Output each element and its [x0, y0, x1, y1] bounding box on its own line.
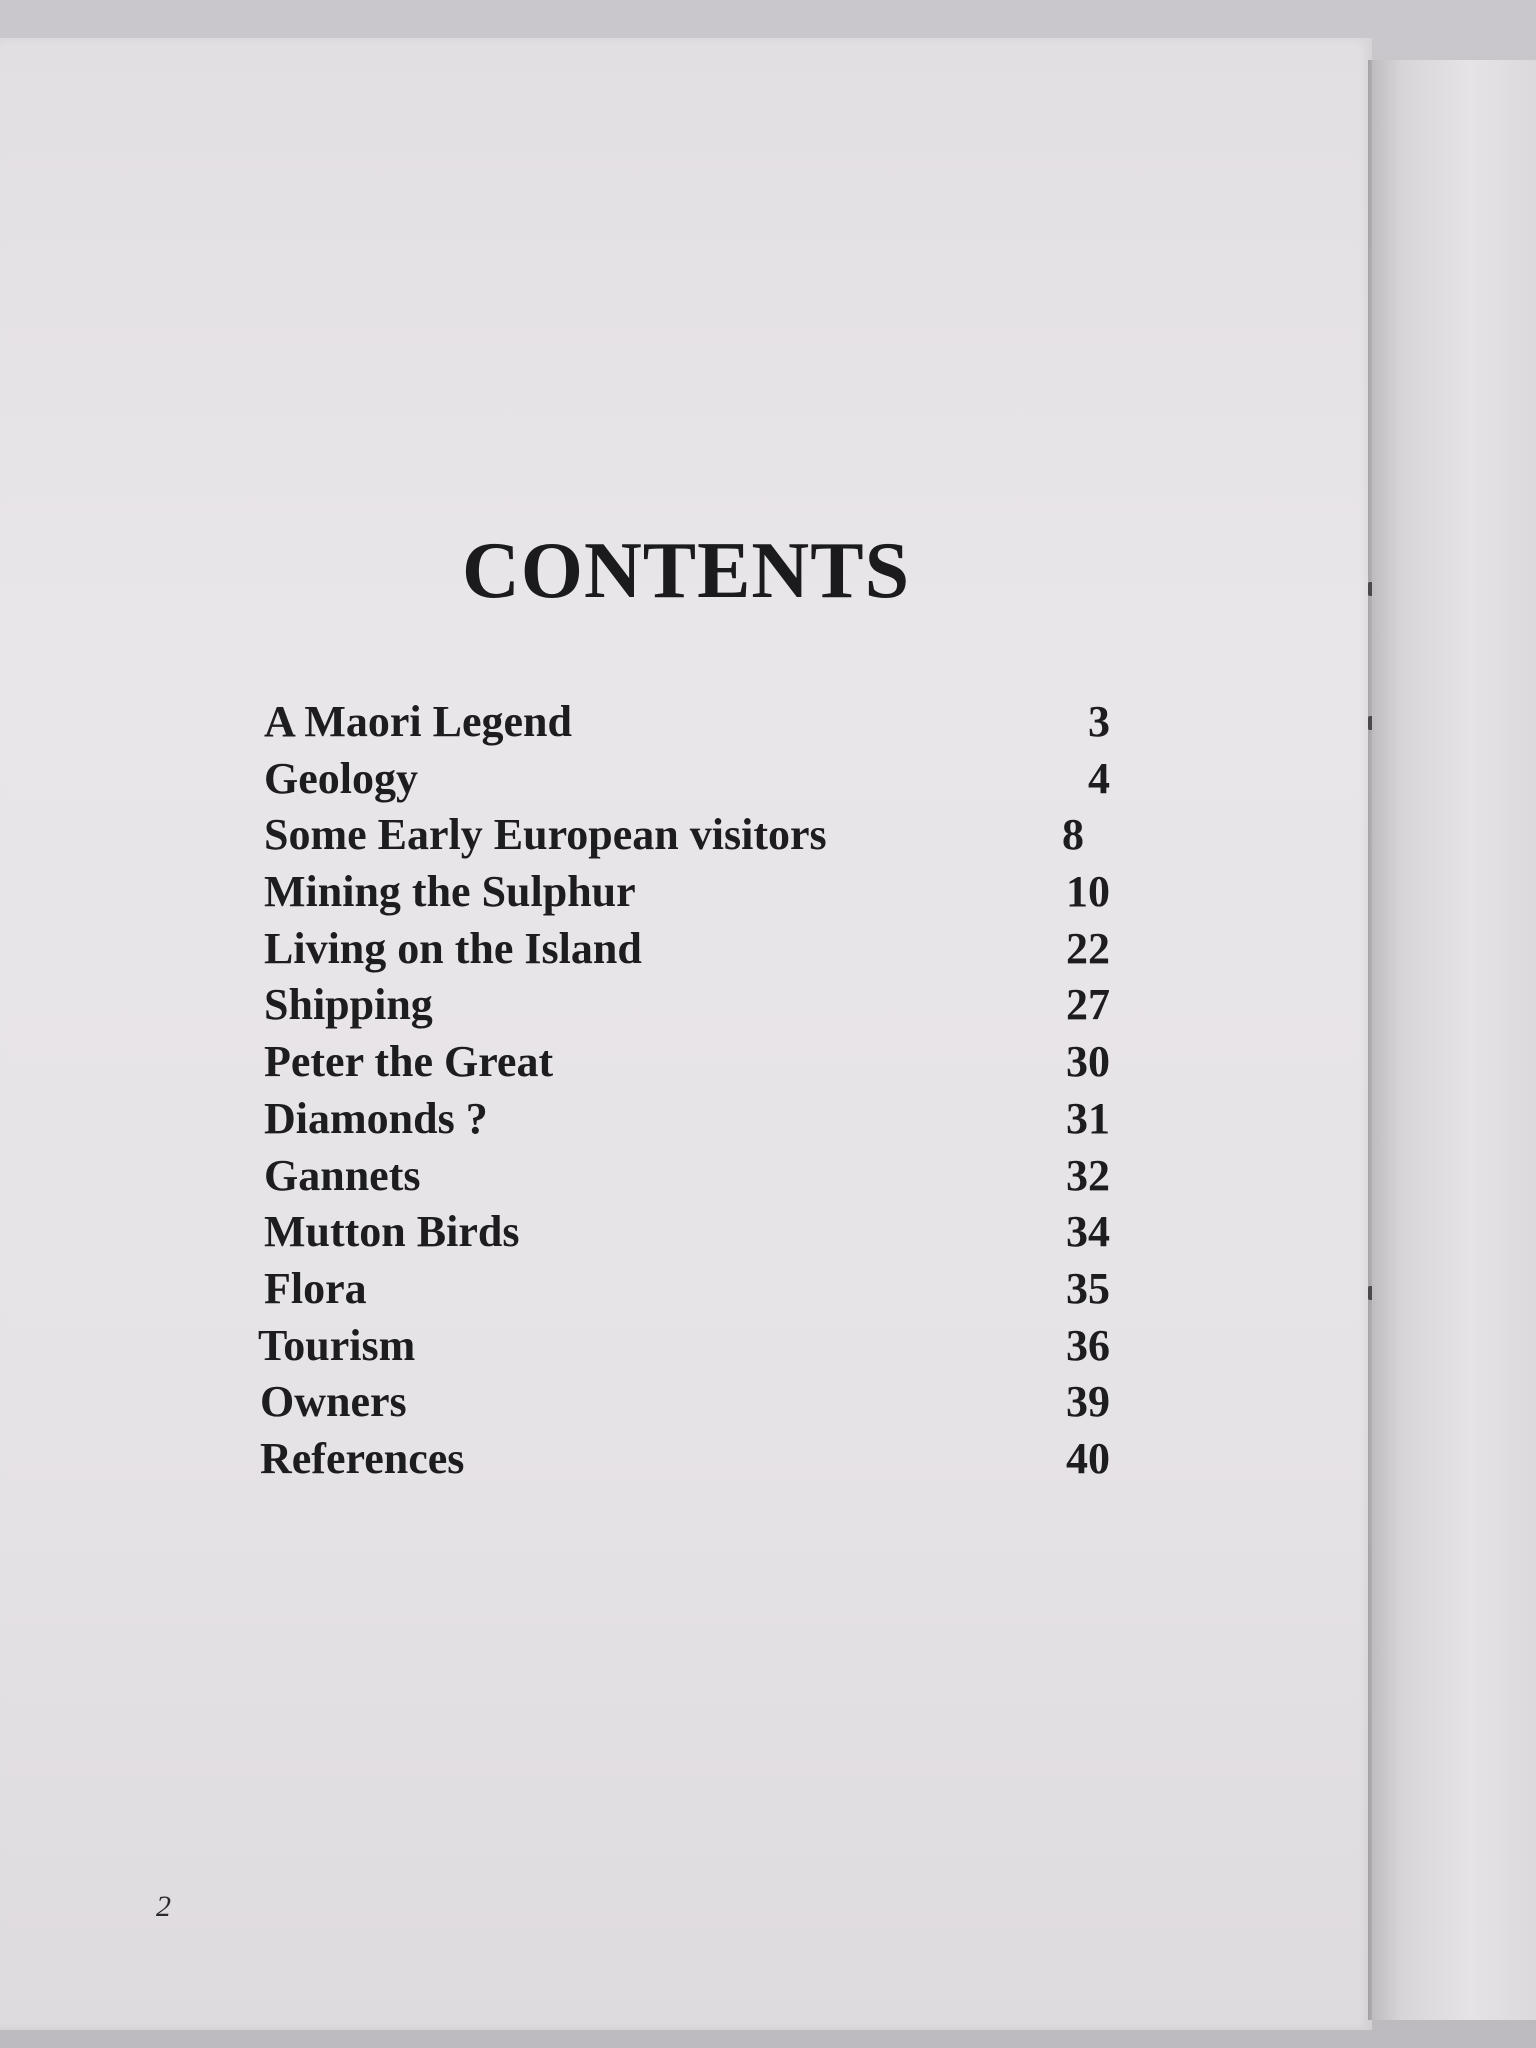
- toc-entry-page: 40: [1066, 1433, 1110, 1483]
- toc-entry-title: Geology: [264, 753, 418, 803]
- toc-entry-page: 27: [1066, 980, 1110, 1030]
- toc-entry-title: Tourism: [258, 1320, 416, 1370]
- toc-entry-title: Shipping: [264, 980, 433, 1030]
- toc-entry-page: 3: [1088, 697, 1110, 746]
- toc-entry-title: References: [260, 1433, 465, 1483]
- toc-entry-page: 34: [1066, 1207, 1110, 1257]
- toc-entry-title: Owners: [260, 1377, 407, 1427]
- toc-entry: [260, 1374, 1124, 1431]
- toc-entry-title: A Maori Legend: [264, 697, 572, 746]
- toc-entry: [260, 1431, 1124, 1488]
- page-number: 2: [156, 1890, 171, 1923]
- toc-entry-title: Flora: [264, 1263, 367, 1313]
- toc-entry-title: Mutton Birds: [264, 1207, 520, 1257]
- toc-entry-page: 4: [1088, 753, 1110, 803]
- table-of-contents: [258, 694, 1124, 1488]
- toc-entry: [264, 1148, 1124, 1205]
- page-title: CONTENTS: [461, 527, 911, 615]
- toc-entry: [264, 1034, 1124, 1091]
- toc-entry-page: 36: [1066, 1320, 1110, 1370]
- toc-entry-page: 8: [1062, 810, 1084, 860]
- toc-entry: [264, 1091, 1124, 1148]
- toc-entry: [264, 1261, 1124, 1318]
- toc-entry-page: 32: [1066, 1150, 1110, 1200]
- toc-entry-title: Diamonds ?: [264, 1093, 488, 1143]
- toc-entry: [264, 751, 1124, 808]
- right-page-edge: [1372, 60, 1536, 2020]
- toc-entry: [264, 977, 1124, 1034]
- toc-entry: [264, 694, 1124, 751]
- toc-entry-page: 35: [1066, 1263, 1110, 1313]
- toc-entry: [264, 807, 1124, 864]
- toc-entry-title: Gannets: [264, 1150, 421, 1200]
- toc-entry-title: Some Early European visitors: [264, 810, 827, 860]
- toc-entry: [264, 864, 1124, 921]
- left-page: [0, 38, 1372, 2030]
- toc-entry-title: Mining the Sulphur: [264, 867, 636, 917]
- toc-entry: [264, 921, 1124, 978]
- toc-entry-page: 39: [1066, 1377, 1110, 1427]
- toc-entry-title: Living on the Island: [264, 923, 642, 973]
- toc-entry-title: Peter the Great: [264, 1037, 554, 1087]
- toc-entry-page: 31: [1066, 1093, 1110, 1143]
- toc-entry-page: 22: [1066, 923, 1110, 973]
- toc-entry: [258, 1318, 1124, 1375]
- toc-entry: [264, 1204, 1124, 1261]
- toc-entry-page: 30: [1066, 1037, 1110, 1087]
- toc-entry-page: 10: [1066, 867, 1110, 917]
